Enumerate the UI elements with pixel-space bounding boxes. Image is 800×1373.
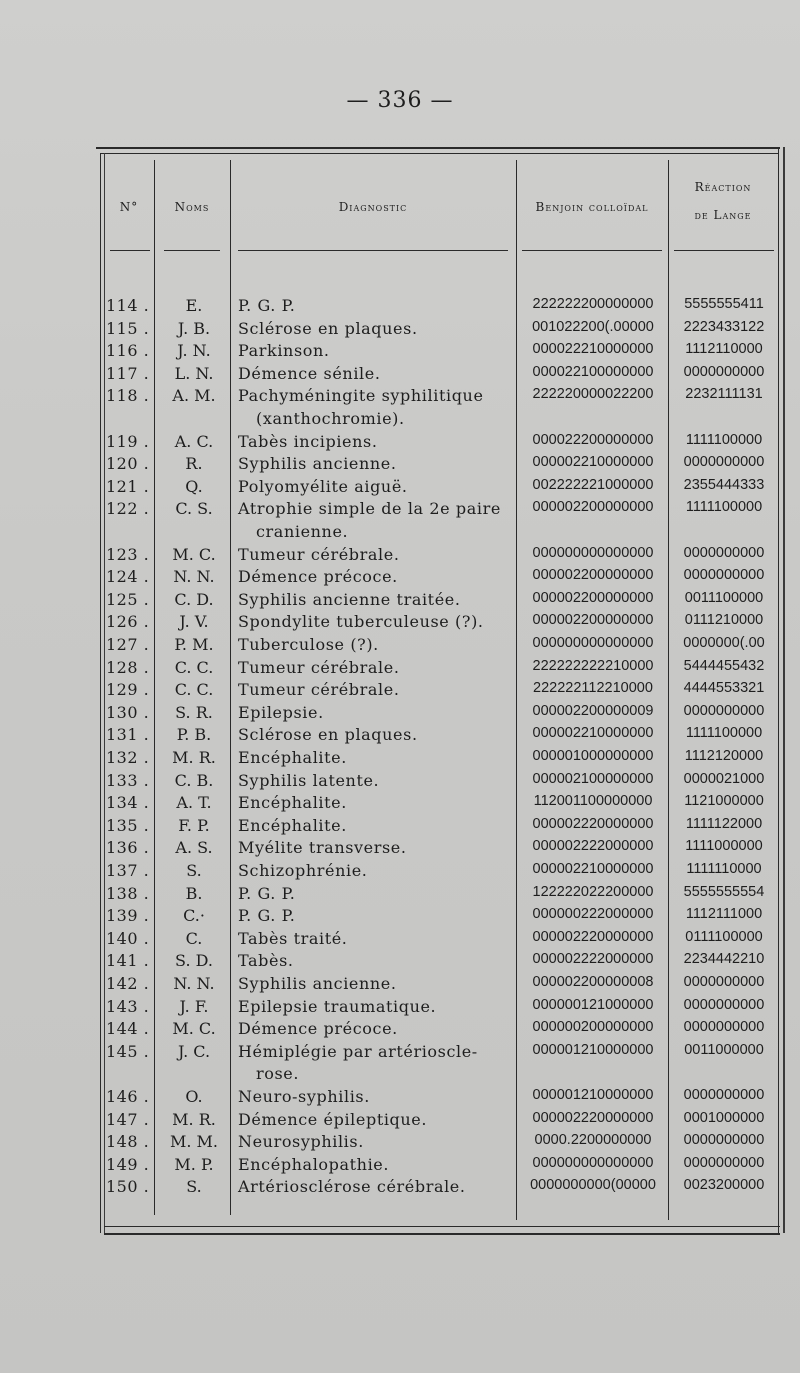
row-benjoin-value: 000022100000000 [532,363,654,380]
table-row [0,884,800,907]
row-lange-value: 1112111000 [685,906,763,923]
row-benjoin-value: 222222222210000 [532,657,654,674]
row-benjoin-value: 000022210000000 [532,341,654,358]
row-name: A. S. [175,838,213,858]
header-noms: Noms [174,200,210,214]
row-lange-value: 1111122000 [685,815,763,832]
row-benjoin-value: 000002210000000 [532,861,654,877]
row-diagnostic: P. G. P. [238,906,296,926]
row-benjoin-value: 000001000000000 [532,748,654,764]
row-lange-value: 0000021000 [683,770,765,787]
row-name: C. C. [174,657,214,677]
row-number: 129 . [106,680,150,700]
row-benjoin-value: 000002200000000 [532,499,654,516]
row-name: F. P. [178,815,210,835]
row-name: S. D. [175,951,213,971]
row-diagnostic: Démence sénile. [238,363,381,383]
row-benjoin-value: 002222221000000 [532,476,654,493]
row-name: J. F. [179,996,209,1016]
row-number: 117 . [106,363,150,383]
table-row-continuation [0,522,800,545]
row-lange-value: 0111100000 [685,928,763,945]
row-name: B. [185,883,203,903]
row-number: 118 . [106,386,150,406]
row-benjoin-value: 000002222000000 [532,951,654,968]
row-lange-value: 2223433122 [683,318,765,335]
table-row [0,861,800,884]
header-rule [238,250,508,251]
row-diagnostic: Démence précoce. [238,567,398,587]
row-number: 150 . [106,1177,150,1197]
row-lange-value: 0000000000 [683,567,765,584]
row-number: 134 . [106,793,150,813]
row-diagnostic: Artériosclérose cérébrale. [238,1177,466,1197]
row-benjoin-value: 000002200000000 [532,612,654,629]
row-lange-value: 0001000000 [683,1109,765,1126]
row-diagnostic-continuation: (xanthochromie). [256,409,405,428]
table-row [0,477,800,500]
row-diagnostic: Démence épileptique. [238,1109,428,1129]
row-lange-value: 0000000000 [683,1132,765,1149]
row-benjoin-value: 0000.2200000000 [534,1132,652,1149]
row-benjoin-value: 000000000000000 [532,635,654,651]
row-lange-value: 5444455432 [683,657,765,674]
row-name: A. M. [172,386,216,406]
table-frame-bottom-inner [104,1226,780,1227]
row-diagnostic: Parkinson. [238,341,330,361]
row-diagnostic: Polyomyélite aiguë. [238,476,408,496]
row-lange-value: 0000000000 [683,702,765,719]
row-number: 122 . [106,499,150,519]
row-lange-value: 1112120000 [684,748,764,764]
row-name: M. M. [169,1132,219,1152]
header-benjoin: Benjoin colloïdal [535,200,649,214]
row-name: E. [185,296,203,315]
table-row [0,296,800,319]
row-benjoin-value: 000000222000000 [532,906,654,923]
table-row [0,929,800,952]
row-diagnostic: Myélite transverse. [238,838,407,858]
row-benjoin-value: 122222022200000 [532,883,654,900]
table-row [0,1155,800,1178]
row-benjoin-value: 000002200000008 [532,974,654,990]
row-diagnostic: Atrophie simple de la 2e paire [238,499,501,519]
row-name: J. C. [177,1041,211,1061]
row-benjoin-value: 000001210000000 [532,1041,654,1058]
table-row [0,951,800,974]
row-diagnostic: Sclérose en plaques. [238,725,418,745]
header-reaction: Réaction [694,180,752,194]
row-number: 116 . [106,341,150,361]
table-row [0,793,800,816]
row-diagnostic: Schizophrénie. [238,861,368,880]
row-benjoin-value: 000002220000000 [532,928,654,945]
row-diagnostic: Tumeur cérébrale. [238,657,400,677]
row-lange-value: 1111000000 [685,838,763,855]
row-lange-value: 2355444333 [683,476,765,493]
row-number: 145 . [106,1041,150,1061]
table-row [0,499,800,522]
row-number: 133 . [106,770,150,790]
row-diagnostic: Encéphalite. [238,815,347,835]
row-benjoin-value: 000001210000000 [532,1087,654,1103]
row-diagnostic: Tabès incipiens. [238,431,378,451]
row-number: 132 . [106,748,150,767]
table-row [0,974,800,997]
row-benjoin-value: 001022200(.00000 [532,318,654,335]
table-row [0,816,800,839]
row-lange-value: 0000000000 [683,974,765,990]
row-number: 119 . [106,431,150,451]
row-number: 146 . [106,1087,150,1106]
row-benjoin-value: 000002200000009 [532,702,654,719]
table-row [0,1110,800,1133]
row-name: P. M. [174,635,214,654]
row-number: 123 . [106,544,150,564]
table-row [0,386,800,409]
row-name: R. [185,454,203,474]
table-row [0,432,800,455]
row-name: S. [186,861,202,880]
row-number: 128 . [106,657,150,677]
row-number: 131 . [106,725,150,745]
table-row [0,635,800,658]
table-row [0,454,800,477]
row-diagnostic: Spondylite tuberculeuse (?). [238,612,484,632]
row-number: 142 . [106,974,150,993]
row-lange-value: 0000000000 [683,363,765,380]
row-benjoin-value: 222222112210000 [533,680,653,697]
row-diagnostic: Syphilis ancienne traitée. [238,589,461,609]
row-number: 149 . [106,1154,150,1174]
header-rule [164,250,220,251]
row-lange-value: 0111210000 [684,612,764,629]
header-num: N° [119,200,139,214]
row-lange-value: 2232111131 [685,386,763,403]
row-diagnostic: Syphilis latente. [238,770,380,790]
row-number: 136 . [106,838,150,858]
row-number: 139 . [106,906,150,926]
row-lange-value: 0000000000 [683,1154,765,1171]
row-diagnostic: Epilepsie traumatique. [238,996,437,1016]
row-benjoin-value: 222220000022200 [532,386,654,403]
header-rule [522,250,662,251]
row-lange-value: 5555555411 [684,296,764,312]
table-row [0,612,800,635]
table-row [0,364,800,387]
row-diagnostic: Hémiplégie par artérioscle- [238,1041,478,1061]
row-name: S. R. [175,702,213,722]
table-row-continuation [0,409,800,432]
row-diagnostic: Encéphalite. [238,793,347,813]
row-benjoin-value: 222222200000000 [532,296,654,312]
row-name: J. V. [179,612,209,632]
row-name: A. T. [176,793,212,813]
row-lange-value: 1112110000 [685,341,763,358]
row-name: M. C. [172,544,216,564]
row-number: 148 . [106,1132,150,1152]
row-lange-value: 1111100000 [685,725,763,742]
row-diagnostic: Pachyméningite syphilitique [238,386,484,406]
row-lange-value: 5555555554 [683,883,765,900]
table-row [0,319,800,342]
row-diagnostic-continuation: rose. [256,1064,300,1084]
row-lange-value: 0000000000 [683,454,765,471]
table-row [0,1019,800,1042]
row-number: 140 . [106,928,150,948]
row-number: 144 . [106,1019,150,1039]
row-name: J. N. [177,341,211,361]
row-number: 147 . [106,1109,150,1129]
row-benjoin-value: 000002210000000 [532,454,654,471]
row-number: 137 . [106,861,150,880]
row-diagnostic: Tabès traité. [238,928,348,948]
row-number: 124 . [106,567,150,587]
table-row [0,1087,800,1110]
table-row [0,748,800,771]
row-benjoin-value: 000002200000000 [532,589,654,606]
row-name: C. D. [174,589,214,609]
row-diagnostic: Tumeur cérébrale. [238,680,400,700]
row-diagnostic: Encéphalopathie. [238,1154,390,1174]
row-name: C. S. [175,499,213,519]
table-row [0,680,800,703]
row-number: 120 . [106,454,150,474]
row-name: N. N. [173,567,215,587]
row-lange-value: 0000000000 [683,544,765,561]
row-number: 130 . [106,702,150,722]
row-lange-value: 0000000000 [683,1087,765,1103]
row-diagnostic: Syphilis ancienne. [238,454,397,474]
row-name: M. R. [172,1109,216,1129]
table-row [0,725,800,748]
row-name: Q. [185,476,203,496]
row-number: 138 . [106,883,150,903]
row-number: 127 . [106,635,150,654]
table-row [0,545,800,568]
row-diagnostic-continuation: cranienne. [256,522,349,541]
row-diagnostic: Syphilis ancienne. [238,974,397,993]
row-lange-value: 1111100000 [685,431,763,448]
row-lange-value: 0000000000 [683,1019,765,1036]
row-name: C. B. [174,770,214,790]
row-number: 114 . [106,296,150,315]
row-benjoin-value: 000002220000000 [532,1109,654,1126]
row-number: 121 . [106,476,150,496]
table-row [0,567,800,590]
table-row [0,1042,800,1065]
row-number: 126 . [106,612,150,632]
row-name: P. B. [176,725,212,745]
table-row [0,590,800,613]
row-diagnostic: Encéphalite. [238,748,347,767]
row-lange-value: 0000000(.00 [683,635,765,651]
header-rule [110,250,150,251]
row-number: 125 . [106,589,150,609]
row-lange-value: 0011100000 [684,589,764,606]
table-row [0,341,800,364]
row-diagnostic: Démence précoce. [238,1019,398,1039]
row-benjoin-value: 000022200000000 [532,431,654,448]
row-name: A. C. [174,431,214,451]
table-row [0,703,800,726]
row-name: O. [185,1087,203,1106]
row-name: L. N. [174,363,214,383]
row-diagnostic: Tabès. [238,951,294,971]
row-benjoin-value: 0000000000(00000 [530,1177,656,1194]
row-lange-value: 1121000000 [684,793,764,810]
row-lange-value: 0023200000 [683,1177,765,1194]
row-lange-value: 2234442210 [683,951,765,968]
row-name: C. C. [174,680,214,700]
table-row [0,658,800,681]
row-diagnostic: Neuro-syphilis. [238,1087,370,1106]
row-diagnostic: Epilepsie. [238,702,324,722]
header-lange: de Lange [694,208,752,222]
row-name: J. B. [177,318,211,338]
row-diagnostic: P. G. P. [238,296,296,315]
row-benjoin-value: 000000121000000 [532,996,654,1013]
row-diagnostic: P. G. P. [238,883,296,903]
row-benjoin-value: 000002222000000 [532,838,654,855]
row-name: M. P. [174,1154,214,1174]
header-diagnostic: Diagnostic [338,200,408,214]
row-benjoin-value: 000000000000000 [532,1154,654,1171]
row-lange-value: 4444553321 [683,680,765,697]
table-row [0,771,800,794]
row-number: 141 . [106,951,150,971]
row-benjoin-value: 000002100000000 [532,770,654,787]
table-row [0,906,800,929]
row-diagnostic: Sclérose en plaques. [238,318,418,338]
table-row [0,1132,800,1155]
row-name: S. [186,1177,202,1197]
row-name: M. C. [172,1019,216,1039]
table-row-continuation [0,1064,800,1087]
row-name: C.· [183,906,205,926]
row-lange-value: 0000000000 [683,996,765,1013]
row-lange-value: 1111100000 [685,499,763,516]
row-lange-value: 0011000000 [684,1041,764,1058]
row-diagnostic: Neurosyphilis. [238,1132,364,1152]
table-row [0,997,800,1020]
row-name: C. [185,928,203,948]
row-benjoin-value: 000002210000000 [532,725,654,742]
table-row [0,1177,800,1200]
row-name: N. N. [173,974,215,993]
row-diagnostic: Tuberculose (?). [238,635,379,654]
row-number: 115 . [106,318,150,338]
row-lange-value: 1111110000 [686,861,762,877]
row-benjoin-value: 000000200000000 [532,1019,654,1036]
table-row [0,838,800,861]
table-frame-top [96,147,780,149]
table-frame-top-inner [100,153,778,154]
row-diagnostic: Tumeur cérébrale. [238,544,400,564]
row-number: 135 . [106,815,150,835]
row-benjoin-value: 000000000000000 [532,544,654,561]
page-number: — 336 — [346,88,454,113]
row-benjoin-value: 000002220000000 [532,815,654,832]
row-number: 143 . [106,996,150,1016]
row-benjoin-value: 112001100000000 [533,793,653,810]
table-frame-bottom [104,1233,780,1235]
row-benjoin-value: 000002200000000 [532,567,654,584]
header-rule [674,250,774,251]
row-name: M. R. [172,748,216,767]
